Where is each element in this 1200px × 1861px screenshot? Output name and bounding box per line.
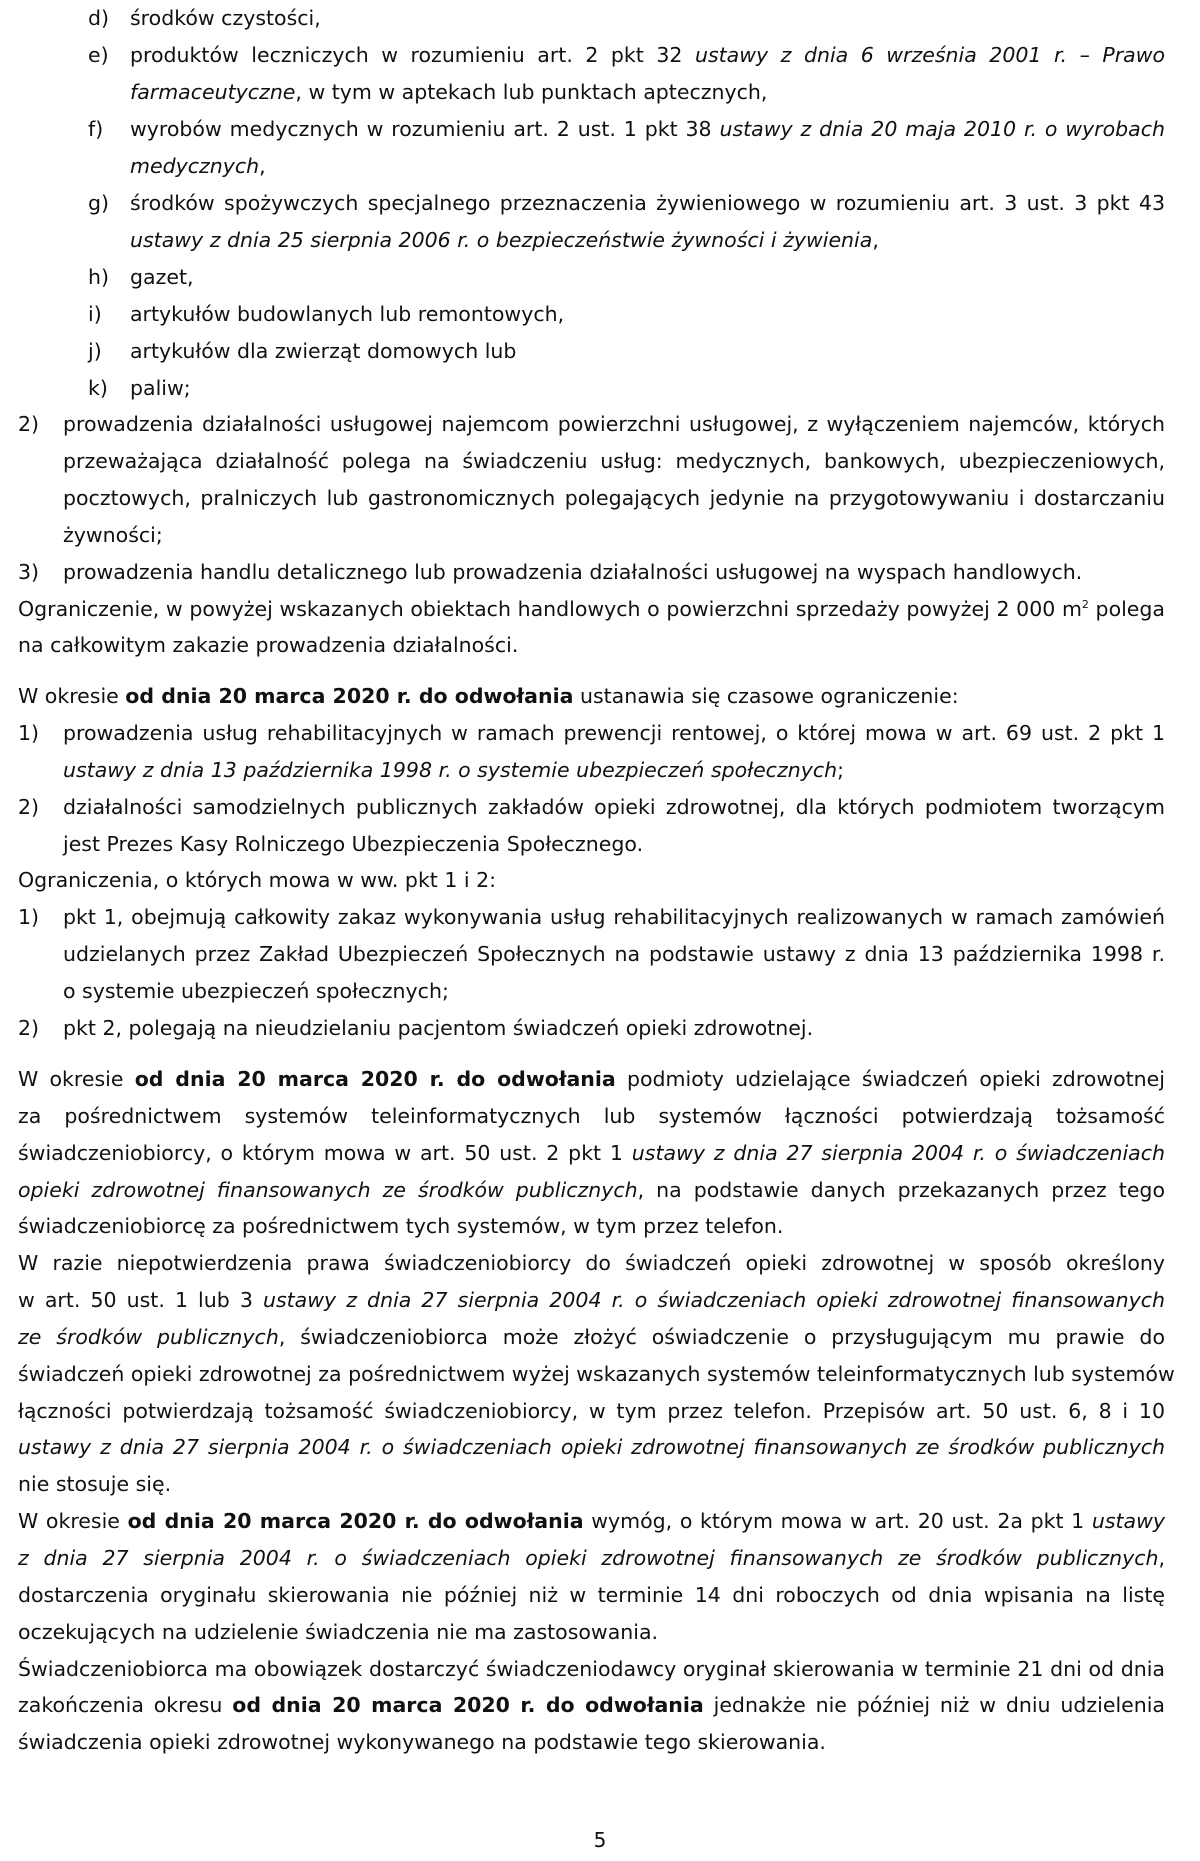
line-text: świadczenia opieki zdrowotnej wykonywanego na podstawie tego skierowania. — [18, 1730, 826, 1754]
list-marker: 2) — [18, 1016, 40, 1040]
line-text: ustawy z dnia 27 sierpnia 2004 r. o świadczeniach opieki zdrowotnej finansowanych ze środków publicznych — [18, 1435, 1165, 1459]
text-line — [18, 1614, 1165, 1651]
line-text: opieki zdrowotnej finansowanych ze środków publicznych, na podstawie danych przekazanych przez tego — [18, 1178, 1165, 1202]
list-marker: e) — [88, 43, 109, 67]
line-text: z dnia 27 sierpnia 2004 r. o świadczeniach opieki zdrowotnej finansowanych ze środków publicznych, — [18, 1546, 1165, 1570]
line-text: działalności samodzielnych publicznych zakładów opieki zdrowotnej, dla których podmiotem tworzącym — [63, 795, 1165, 819]
line-text: artykułów budowlanych lub remontowych, — [130, 302, 565, 326]
text-line — [18, 678, 1165, 715]
line-text: pocztowych, pralniczych lub gastronomicznych polegających jedynie na przygotowywaniu i dostarczaniu — [63, 486, 1165, 510]
list-marker: k) — [88, 376, 108, 400]
line-text: jest Prezes Kasy Rolniczego Ubezpieczenia Społecznego. — [63, 832, 644, 856]
text-line — [18, 111, 1165, 148]
text-line — [18, 517, 1165, 554]
line-text: artykułów dla zwierząt domowych lub — [130, 339, 517, 363]
line-text: produktów leczniczych w rozumieniu art. 2 pkt 32 ustawy z dnia 6 września 2001 r. – Prawo — [130, 43, 1166, 67]
text-line — [18, 1356, 1175, 1393]
text-line — [18, 443, 1165, 480]
line-text: świadczeniobiorcy, o którym mowa w art. 50 ust. 2 pkt 1 ustawy z dnia 27 sierpnia 2004 r. o świadczeniach — [18, 1141, 1165, 1165]
line-text: pkt 2, polegają na nieudzielaniu pacjentom świadczeń opieki zdrowotnej. — [63, 1016, 814, 1040]
text-line — [18, 973, 1165, 1010]
line-text: oczekujących na udzielenie świadczenia nie ma zastosowania. — [18, 1620, 659, 1644]
line-text: łączności potwierdzają tożsamość świadczeniobiorcy, w tym przez telefon. Przepisów art. 50 ust. 6, 8 i 10 — [18, 1399, 1165, 1423]
text-line — [18, 185, 1165, 222]
list-marker: h) — [88, 265, 109, 289]
list-marker: 2) — [18, 795, 40, 819]
line-text: prowadzenia handlu detalicznego lub prowadzenia działalności usługowej na wyspach handlowych. — [63, 560, 1083, 584]
text-line — [18, 1724, 1165, 1761]
text-line — [18, 480, 1165, 517]
text-line — [18, 1172, 1165, 1209]
text-line — [18, 936, 1165, 973]
line-text: W okresie od dnia 20 marca 2020 r. do odwołania wymóg, o którym mowa w art. 20 ust. 2a pkt 1 ustawy — [18, 1509, 1165, 1533]
line-text: prowadzenia usług rehabilitacyjnych w ramach prewencji rentowej, o której mowa w art. 69 ust. 2 pkt 1 — [63, 721, 1165, 745]
line-text: za pośrednictwem systemów teleinformatycznych lub systemów łączności potwierdzają tożsamość — [18, 1104, 1165, 1128]
text-line — [18, 1651, 1165, 1688]
line-text: Świadczeniobiorca ma obowiązek dostarczyć świadczeniodawcy oryginał skierowania w terminie 21 dni od dnia — [18, 1657, 1165, 1681]
line-text: paliw; — [130, 376, 191, 400]
list-marker: j) — [88, 339, 102, 363]
line-text: W okresie od dnia 20 marca 2020 r. do odwołania podmioty udzielające świadczeń opieki zdrowotnej — [18, 1067, 1165, 1091]
line-text: medycznych, — [130, 154, 266, 178]
text-line — [18, 591, 1165, 628]
line-text: prowadzenia działalności usługowej najemcom powierzchni usługowej, z wyłączeniem najemców, których — [63, 412, 1165, 436]
list-marker: 3) — [18, 560, 40, 584]
line-text: udzielanych przez Zakład Ubezpieczeń Społecznych na podstawie ustawy z dnia 13 października 1998 r. — [63, 942, 1165, 966]
line-text: Ograniczenie, w powyżej wskazanych obiektach handlowych o powierzchni sprzedaży powyżej 2 000 $m^2$ polega — [18, 597, 1165, 621]
list-marker: g) — [88, 191, 110, 215]
text-line — [18, 1282, 1165, 1319]
text-line — [18, 148, 1165, 185]
line-text: W okresie od dnia 20 marca 2020 r. do odwołania ustanawia się czasowe ograniczenie: — [18, 684, 959, 708]
text-line — [18, 1245, 1165, 1282]
line-text: Ograniczenia, o których mowa w ww. pkt 1 i 2: — [18, 868, 497, 892]
text-line — [18, 789, 1165, 826]
text-line — [18, 370, 1165, 407]
line-text: na całkowitym zakazie prowadzenia działalności. — [18, 633, 519, 657]
text-line — [18, 1429, 1165, 1466]
line-text: farmaceutyczne, w tym w aptekach lub punktach aptecznych, — [130, 80, 768, 104]
line-text: o systemie ubezpieczeń społecznych; — [63, 979, 449, 1003]
line-text: wyrobów medycznych w rozumieniu art. 2 ust. 1 pkt 38 ustawy z dnia 20 maja 2010 r. o wyrobach — [130, 117, 1165, 141]
line-text: ze środków publicznych, świadczeniobiorca może złożyć oświadczenie o przysługującym mu prawie do — [18, 1325, 1165, 1349]
text-line — [18, 0, 1165, 37]
list-marker: 2) — [18, 412, 40, 436]
page-number: 5 — [593, 1828, 607, 1852]
text-line — [18, 826, 1165, 863]
text-line — [18, 222, 1165, 259]
line-text: świadczeniobiorcę za pośrednictwem tych systemów, w tym przez telefon. — [18, 1214, 784, 1238]
text-line — [18, 1098, 1165, 1135]
text-line — [18, 1208, 1165, 1245]
text-line — [18, 1540, 1165, 1577]
text-line — [18, 899, 1165, 936]
text-line — [18, 1503, 1165, 1540]
line-text: ustawy z dnia 13 października 1998 r. o systemie ubezpieczeń społecznych; — [63, 758, 845, 782]
text-line — [18, 1061, 1165, 1098]
text-line — [18, 406, 1165, 443]
list-marker: i) — [88, 302, 102, 326]
line-text: zakończenia okresu od dnia 20 marca 2020 r. do odwołania jednakże nie później niż w dniu udzielenia — [18, 1693, 1165, 1717]
text-line — [18, 862, 1165, 899]
line-text: pkt 1, obejmują całkowity zakaz wykonywania usług rehabilitacyjnych realizowanych w ramach zamówień — [63, 905, 1165, 929]
text-line — [18, 259, 1165, 296]
text-line — [18, 333, 1165, 370]
text-line — [18, 1135, 1165, 1172]
text-line — [18, 296, 1165, 333]
line-text: w art. 50 ust. 1 lub 3 ustawy z dnia 27 sierpnia 2004 r. o świadczeniach opieki zdrowotnej finansowanych — [18, 1288, 1165, 1312]
text-line — [18, 74, 1165, 111]
line-text: przeważająca działalność polega na świadczeniu usług: medycznych, bankowych, ubezpieczeniowych, — [63, 449, 1165, 473]
text-line — [18, 1393, 1165, 1430]
text-line — [18, 715, 1165, 752]
line-text: świadczeń opieki zdrowotnej za pośrednictwem wyżej wskazanych systemów teleinformatycznych lub systemów — [18, 1362, 1175, 1386]
text-line — [18, 1319, 1165, 1356]
text-line — [18, 1010, 1165, 1047]
text-line — [18, 37, 1165, 74]
line-text: W razie niepotwierdzenia prawa świadczeniobiorcy do świadczeń opieki zdrowotnej w sposób określony — [18, 1251, 1165, 1275]
line-text: środków czystości, — [130, 6, 321, 30]
line-text: gazet, — [130, 265, 194, 289]
text-line — [18, 627, 1165, 664]
text-line — [18, 1577, 1165, 1614]
line-text: środków spożywczych specjalnego przeznaczenia żywieniowego w rozumieniu art. 3 ust. 3 pkt 43 — [130, 191, 1165, 215]
text-line — [18, 752, 1165, 789]
list-marker: 1) — [18, 721, 40, 745]
list-marker: f) — [88, 117, 104, 141]
line-text: ustawy z dnia 25 sierpnia 2006 r. o bezpieczeństwie żywności i żywienia, — [130, 228, 879, 252]
list-marker: d) — [88, 6, 110, 30]
text-line — [18, 1466, 1165, 1503]
line-text: żywności; — [63, 523, 163, 547]
text-line — [18, 1687, 1165, 1724]
line-text: nie stosuje się. — [18, 1472, 172, 1496]
list-marker: 1) — [18, 905, 40, 929]
line-text: dostarczenia oryginału skierowania nie później niż w terminie 14 dni roboczych od dnia wpisania na listę — [18, 1583, 1165, 1607]
text-line — [18, 554, 1165, 591]
